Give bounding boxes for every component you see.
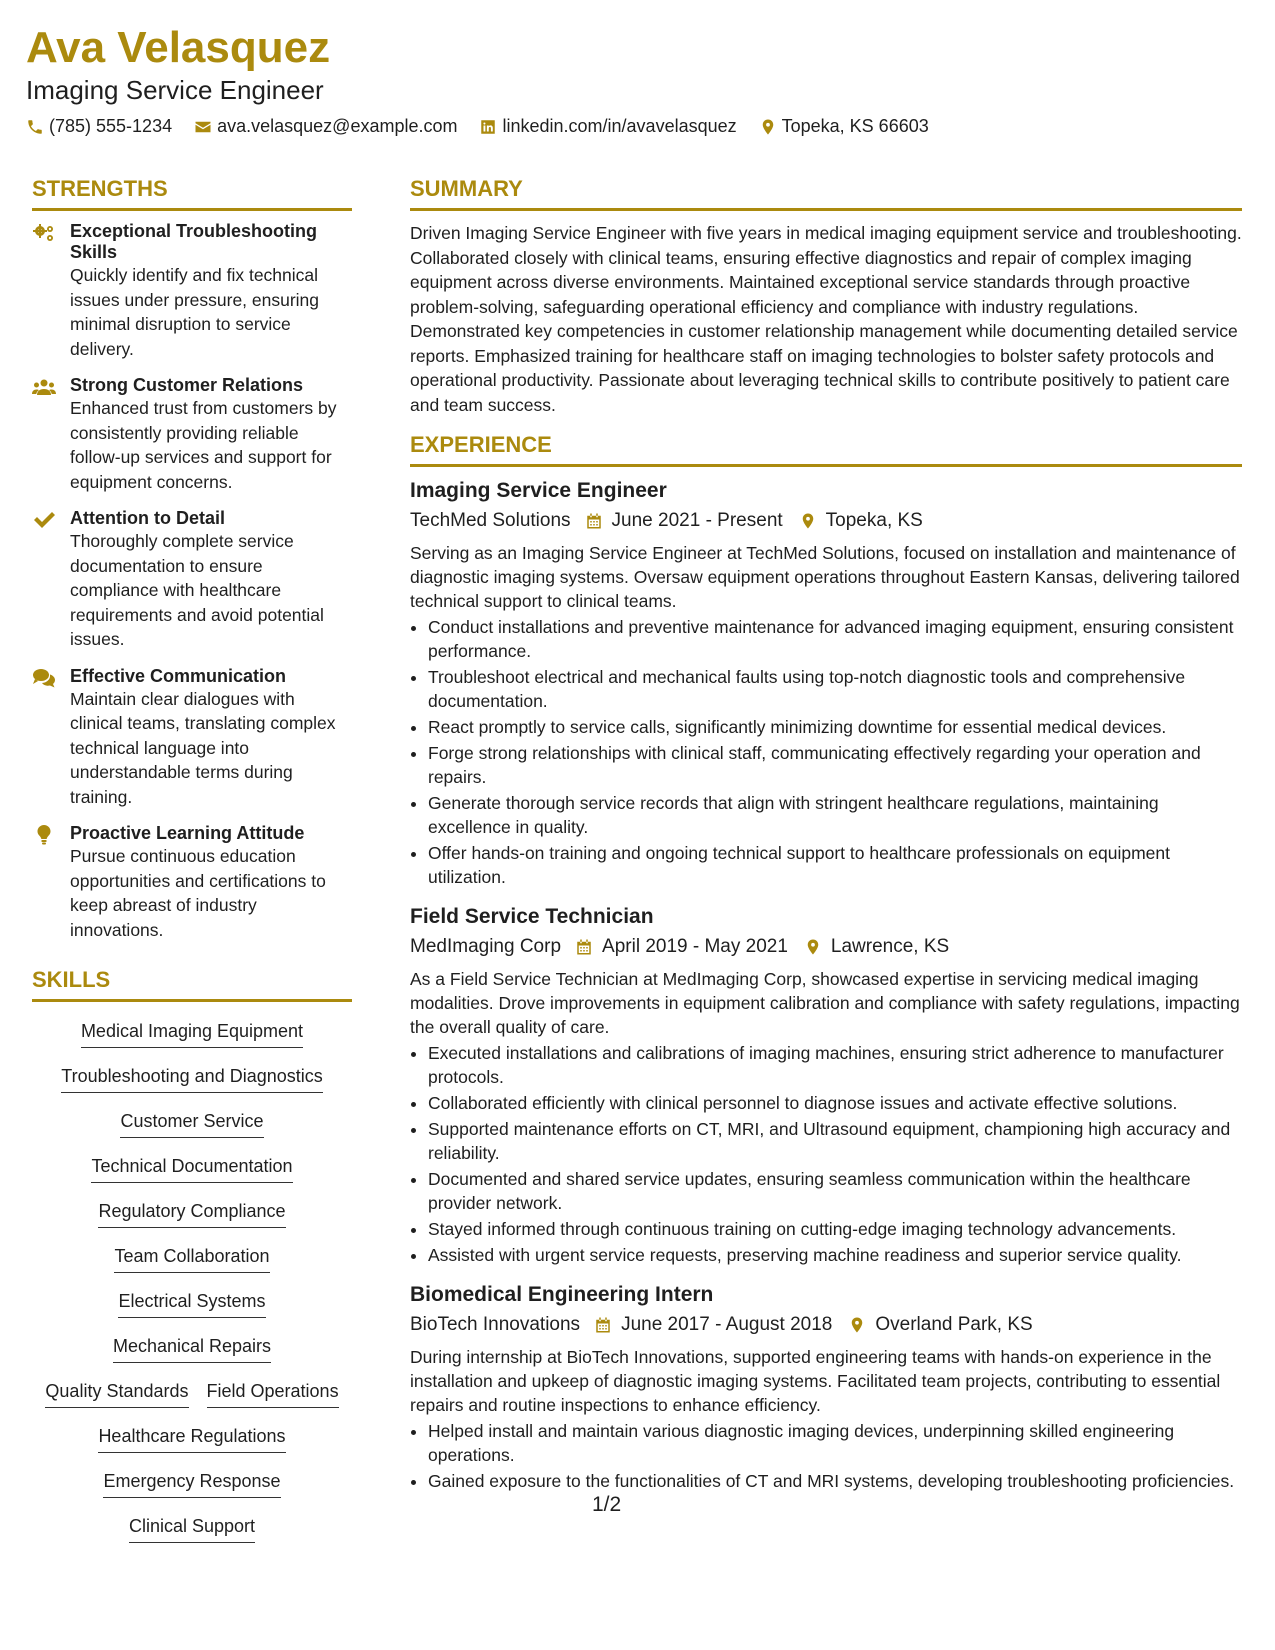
phone-text: (785) 555-1234 bbox=[49, 116, 173, 136]
strength-name: Proactive Learning Attitude bbox=[70, 823, 305, 843]
contact-email[interactable] bbox=[194, 116, 457, 137]
phone-icon bbox=[26, 118, 44, 136]
job-bullet: • Supported maintenance efforts on CT, MRI, and Ultrasound equipment, championing high accuracy and reliability. bbox=[428, 1117, 1242, 1165]
job-bullet: • Offer hands-on training and ongoing technical support to healthcare professionals on equipment utilization. bbox=[428, 841, 1242, 889]
map-marker-icon bbox=[759, 118, 777, 136]
skill-tag: Troubleshooting and Diagnostics bbox=[61, 1063, 323, 1093]
job-location: Lawrence, KS bbox=[830, 936, 950, 957]
resume-header bbox=[26, 24, 1245, 137]
skill-tag: Mechanical Repairs bbox=[113, 1333, 271, 1363]
lightbulb-icon bbox=[32, 825, 56, 845]
job-bullet: • Helped install and maintain various diagnostic imaging devices, underpinning skilled engineering operations. bbox=[428, 1419, 1242, 1467]
job-company: BioTech Innovations bbox=[410, 1314, 581, 1335]
job-location: Overland Park, KS bbox=[875, 1314, 1033, 1335]
job-bullet: • Conduct installations and preventive maintenance for advanced imaging equipment, ensuring consistent performance. bbox=[428, 615, 1242, 663]
calendar-icon bbox=[585, 512, 603, 530]
strength-name: Strong Customer Relations bbox=[70, 375, 304, 395]
job-entry bbox=[410, 903, 1242, 1267]
contact-linkedin[interactable] bbox=[479, 116, 736, 137]
skill-tag: Electrical Systems bbox=[118, 1288, 265, 1318]
job-dates: April 2019 - May 2021 bbox=[602, 936, 788, 957]
job-bullet: • Collaborated efficiently with clinical personnel to diagnose issues and activate effective solutions. bbox=[428, 1091, 1242, 1115]
skill-tag: Field Operations bbox=[207, 1378, 339, 1408]
skill-tag: Regulatory Compliance bbox=[98, 1198, 285, 1228]
job-bullet: • Executed installations and calibrations of imaging machines, ensuring strict adherence to manufacturer protocols. bbox=[428, 1041, 1242, 1089]
job-entry bbox=[410, 1281, 1242, 1493]
job-bullet: • Generate thorough service records that align with stringent healthcare regulations, maintaining excellence in quality. bbox=[428, 791, 1242, 839]
skill-tag: Technical Documentation bbox=[91, 1153, 292, 1183]
strength-name: Exceptional Troubleshooting Skills bbox=[70, 221, 318, 262]
job-bullet: • Stayed informed through continuous training on cutting-edge imaging technology advancements. bbox=[428, 1217, 1242, 1241]
strength-desc: Pursue continuous education opportunities and certifications to keep abreast of industry innovations. bbox=[70, 846, 326, 940]
job-dates: June 2021 - Present bbox=[611, 510, 783, 531]
strength-desc: Thoroughly complete service documentation to ensure compliance with healthcare requirements and avoid potential issues. bbox=[70, 531, 324, 649]
job-description: As a Field Service Technician at MedImaging Corp, showcased expertise in servicing medical imaging modalities. Drove improvements in equipment calibration and compliance with safety regulations, impacting the overall quality of care. bbox=[410, 969, 1240, 1037]
job-title: Imaging Service Engineer bbox=[410, 479, 667, 502]
envelope-icon bbox=[194, 118, 212, 136]
job-bullet: • Forge strong relationships with clinical staff, communicating effectively regarding your operation and repairs. bbox=[428, 741, 1242, 789]
job-title: Field Service Technician bbox=[410, 905, 654, 928]
strength-item bbox=[32, 508, 352, 652]
strength-item bbox=[32, 221, 352, 361]
skill-tag: Team Collaboration bbox=[114, 1243, 269, 1273]
strength-desc: Quickly identify and fix technical issues under pressure, ensuring minimal disruption to service delivery. bbox=[70, 265, 320, 359]
summary-text: Driven Imaging Service Engineer with five years in medical imaging equipment service and troubleshooting. Collaborated closely with clinical teams, ensuring effective diagnostics and repair of complex imaging equipment across diverse environments. Maintained exceptional service standards through proactive problem-solving, safeguarding operational efficiency and compliance with industry regulations. Demonstrated key competencies in customer relationship management while documenting detailed service reports. Emphasized training for healthcare staff on imaging technologies to bolster safety protocols and operational productivity. Passionate about leveraging technical skills to contribute positively to patient care and team success. bbox=[410, 223, 1242, 415]
job-bullet: • Troubleshoot electrical and mechanical faults using top-notch diagnostic tools and comprehensive documentation. bbox=[428, 665, 1242, 713]
skills-heading: SKILLS bbox=[32, 966, 352, 1002]
job-meta bbox=[410, 1311, 1242, 1339]
right-column bbox=[410, 175, 1242, 1507]
skill-tag: Healthcare Regulations bbox=[98, 1423, 285, 1453]
experience-heading: EXPERIENCE bbox=[410, 431, 1242, 467]
job-bullet: • Gained exposure to the functionalities of CT and MRI systems, developing troubleshooting proficiencies. bbox=[428, 1469, 1242, 1493]
calendar-icon bbox=[575, 938, 593, 956]
job-bullet: • Documented and shared service updates, ensuring seamless communication within the healthcare provider network. bbox=[428, 1167, 1242, 1215]
left-column bbox=[32, 175, 352, 1558]
map-marker-icon bbox=[804, 938, 822, 956]
job-dates: June 2017 - August 2018 bbox=[621, 1314, 833, 1335]
summary-heading: SUMMARY bbox=[410, 175, 1242, 211]
job-company: TechMed Solutions bbox=[410, 510, 571, 531]
job-meta bbox=[410, 933, 1242, 961]
job-entry bbox=[410, 477, 1242, 889]
strength-name: Attention to Detail bbox=[70, 508, 225, 528]
email-text: ava.velasquez@example.com bbox=[217, 116, 458, 136]
job-description: Serving as an Imaging Service Engineer at TechMed Solutions, focused on installation and maintenance of diagnostic imaging systems. Oversaw equipment operations throughout Eastern Kansas, delivering tailored technical support to clinical teams. bbox=[410, 543, 1240, 611]
skill-tag: Clinical Support bbox=[129, 1513, 255, 1543]
job-bullet: • Assisted with urgent service requests, preserving machine readiness and superior service quality. bbox=[428, 1243, 1242, 1267]
strength-name: Effective Communication bbox=[70, 665, 287, 686]
linkedin-text: linkedin.com/in/avavelasquez bbox=[502, 116, 737, 136]
linkedin-icon bbox=[479, 118, 497, 136]
job-bullet: • React promptly to service calls, significantly minimizing downtime for essential medical devices. bbox=[428, 715, 1242, 739]
skill-tag: Quality Standards bbox=[45, 1378, 188, 1408]
page-number: 1/2 bbox=[592, 1493, 622, 1516]
strength-desc: Maintain clear dialogues with clinical teams, translating complex technical language into understandable terms during training. bbox=[70, 688, 336, 807]
skill-tag: Medical Imaging Equipment bbox=[81, 1018, 303, 1048]
job-meta bbox=[410, 507, 1242, 535]
job-bullets bbox=[410, 1041, 1242, 1267]
job-location: Topeka, KS bbox=[825, 510, 923, 531]
contact-location bbox=[759, 116, 929, 137]
job-bullets bbox=[410, 1419, 1242, 1493]
map-marker-icon bbox=[799, 512, 817, 530]
calendar-icon bbox=[594, 1316, 612, 1334]
location-text: Topeka, KS 66603 bbox=[781, 116, 929, 136]
gears-icon bbox=[32, 223, 56, 243]
job-title: Biomedical Engineering Intern bbox=[410, 1283, 714, 1306]
skill-tag: Customer Service bbox=[120, 1108, 263, 1138]
job-company: MedImaging Corp bbox=[410, 936, 562, 957]
strength-item bbox=[32, 823, 352, 942]
skill-tag: Emergency Response bbox=[103, 1468, 280, 1498]
skills-list bbox=[32, 1012, 352, 1558]
map-marker-icon bbox=[848, 1316, 866, 1334]
strength-item bbox=[32, 666, 352, 810]
users-icon bbox=[32, 377, 56, 397]
job-description: During internship at BioTech Innovations, supported engineering teams with hands-on experience in the installation and upkeep of diagnostic imaging systems. Facilitated team projects, contributing to essential repairs and routine inspections to enhance efficiency. bbox=[410, 1347, 1221, 1415]
job-bullets bbox=[410, 615, 1242, 889]
contact-phone[interactable] bbox=[26, 116, 172, 137]
comments-icon bbox=[32, 668, 56, 688]
candidate-title: Imaging Service Engineer bbox=[26, 75, 324, 105]
check-icon bbox=[32, 510, 56, 530]
strengths-heading: STRENGTHS bbox=[32, 175, 352, 211]
candidate-name: Ava Velasquez bbox=[26, 23, 331, 72]
strength-item bbox=[32, 375, 352, 494]
strength-desc: Enhanced trust from customers by consistently providing reliable follow-up services and support for equipment concerns. bbox=[70, 398, 337, 492]
contact-bar bbox=[26, 116, 1245, 137]
